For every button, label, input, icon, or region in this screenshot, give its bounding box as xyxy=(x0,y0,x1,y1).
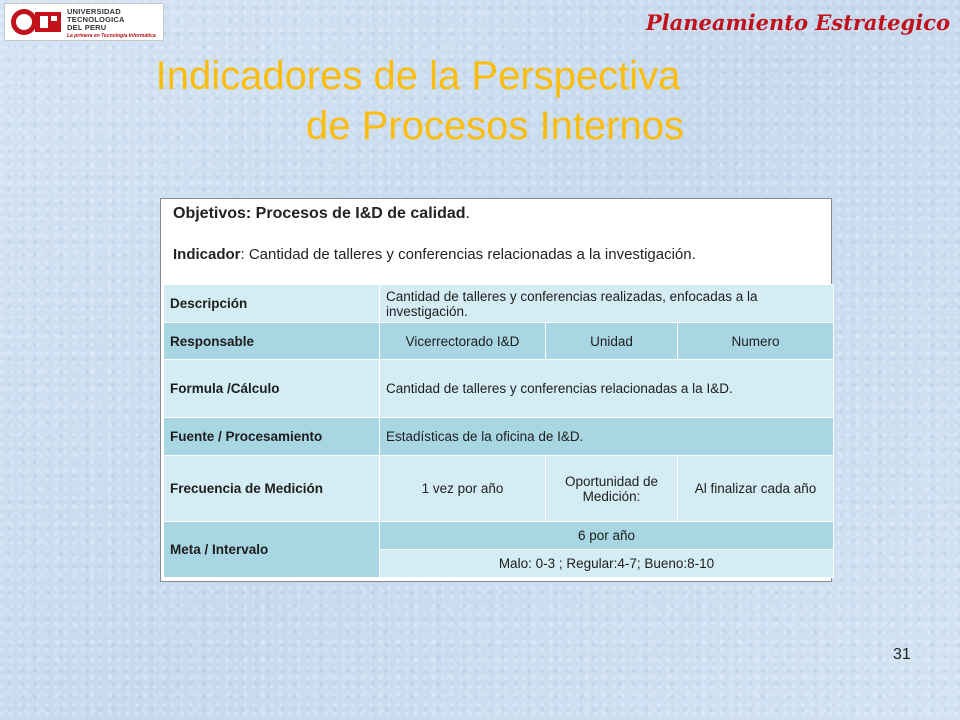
table-row-fuente xyxy=(164,418,834,456)
numero-value: Numero xyxy=(678,323,834,360)
descripcion-value: Cantidad de talleres y conferencias realizadas, enfocadas a la investigación. xyxy=(380,285,834,323)
indicator-text: : Cantidad de talleres y conferencias relacionadas a la investigación. xyxy=(240,246,696,263)
course-title: Planeamiento Estrategico xyxy=(645,10,950,35)
fuente-value: Estadísticas de la oficina de I&D. xyxy=(380,418,834,456)
unidad-value: Unidad xyxy=(546,323,678,360)
table-row-descripcion xyxy=(164,285,834,323)
slide-title-line-2: de Procesos Internos xyxy=(306,104,684,148)
university-logo xyxy=(4,3,164,41)
table-row-frecuencia xyxy=(164,456,834,522)
meta-value: 6 por año xyxy=(380,522,834,550)
table-row-formula xyxy=(164,360,834,418)
logo-text-line-2: TECNOLOGICA xyxy=(67,15,125,24)
logo-text-line-3: DEL PERU xyxy=(67,23,107,32)
descripcion-label: Descripción xyxy=(164,285,380,323)
logo-text-line-1: UNIVERSIDAD xyxy=(67,7,121,16)
indicator-line xyxy=(173,246,696,263)
responsable-label: Responsable xyxy=(164,323,380,360)
responsable-value: Vicerrectorado I&D xyxy=(380,323,546,360)
indicator-label: Indicador xyxy=(173,246,241,263)
indicator-table xyxy=(163,284,834,578)
utp-logo-icon xyxy=(9,7,63,37)
meta-label: Meta / Intervalo xyxy=(164,522,380,578)
table-row-responsable xyxy=(164,323,834,360)
logo-tagline: La primera en Tecnología Informática xyxy=(67,33,156,39)
oportunidad-value: Al finalizar cada año xyxy=(678,456,834,522)
table-row-meta xyxy=(164,522,834,550)
formula-label: Formula /Cálculo xyxy=(164,360,380,418)
frecuencia-value: 1 vez por año xyxy=(380,456,546,522)
objective-label: Objetivos: Procesos de I&D de calidad xyxy=(173,205,466,222)
oportunidad-label: Oportunidad de Medición: xyxy=(546,456,678,522)
objective-end: . xyxy=(465,205,470,222)
frecuencia-label: Frecuencia de Medición xyxy=(164,456,380,522)
intervalo-value: Malo: 0-3 ; Regular:4-7; Bueno:8-10 xyxy=(380,550,834,578)
page-number: 31 xyxy=(893,646,911,663)
fuente-label: Fuente / Procesamiento xyxy=(164,418,380,456)
indicator-card xyxy=(160,198,832,582)
slide-title-line-1: Indicadores de la Perspectiva xyxy=(155,54,681,98)
formula-value: Cantidad de talleres y conferencias relacionadas a la I&D. xyxy=(380,360,834,418)
objective-line xyxy=(173,205,470,223)
